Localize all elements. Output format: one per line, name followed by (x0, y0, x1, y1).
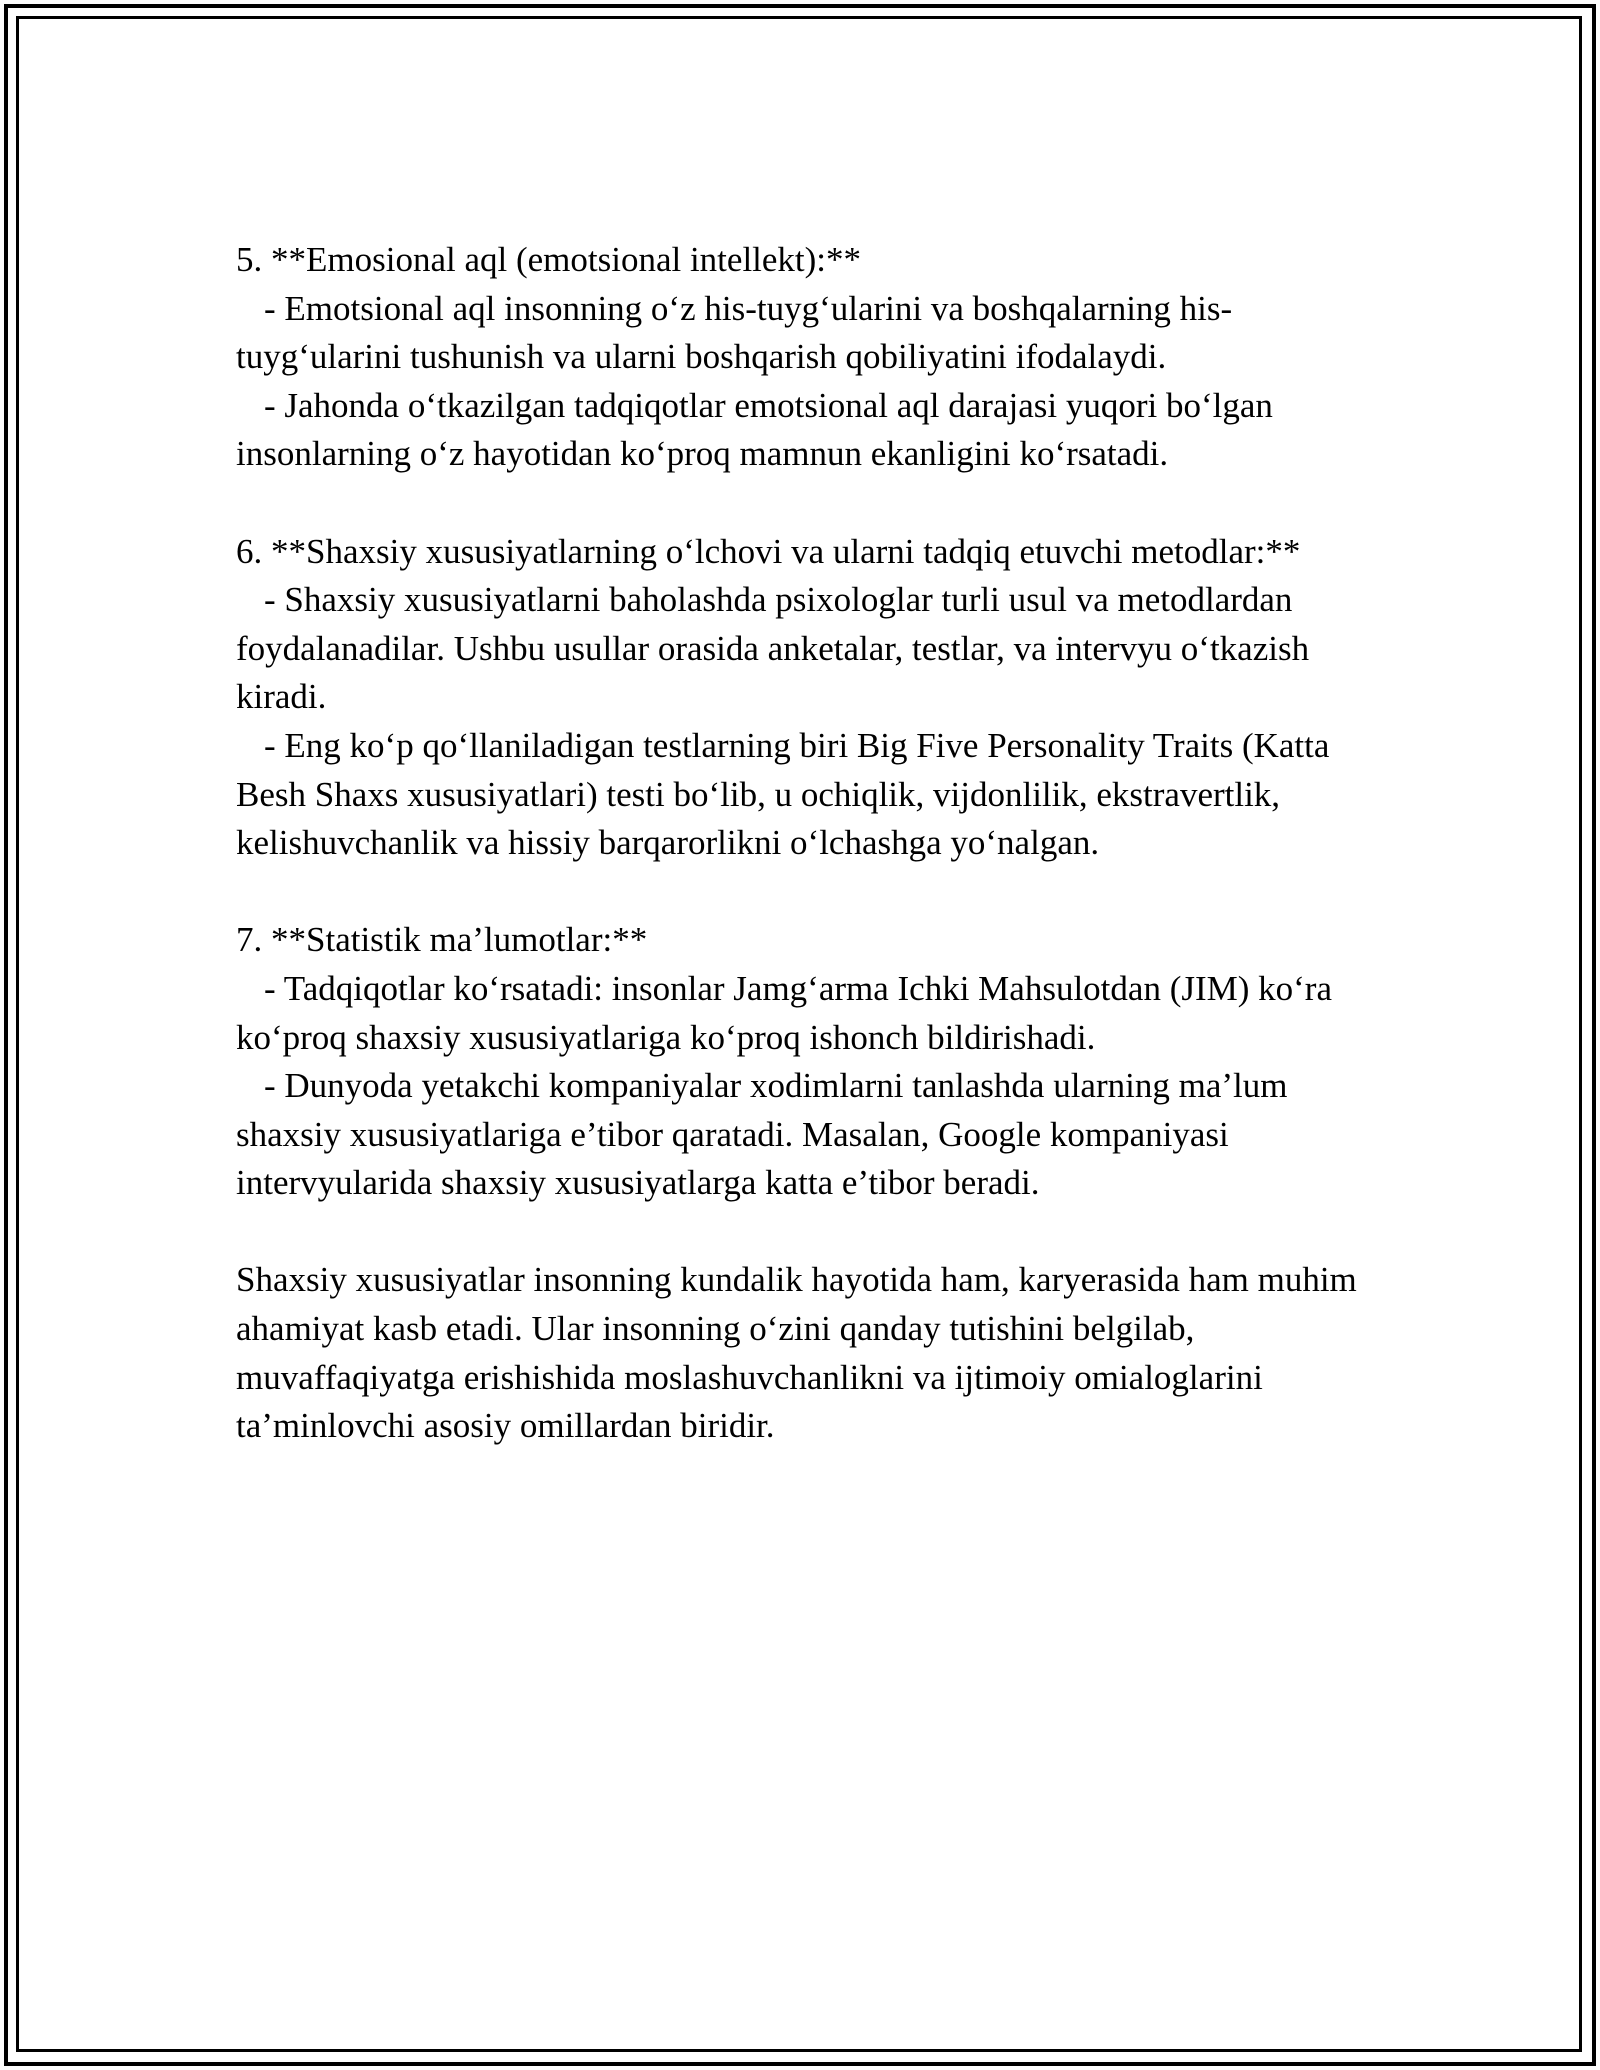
conclusion-paragraph: Shaxsiy xususiyatlar insonning kundalik hayotida ham, karyerasida ham muhim ahamiyat kasb etadi. Ular insonning o‘zini qanday tutishini belgilab, muvaffaqiyatga erishishida moslashuvchanlikni va ijtimoiy omialoglarini ta’minlovchi asosiy omillardan biridir. (236, 1260, 1366, 1446)
document-body (236, 236, 1386, 1451)
section-6-bullet-1: - Shaxsiy xususiyatlarni baholashda psixologlar turli usul va metodlardan foydalanadilar. Ushbu usullar orasida anketalar, testlar, va intervyu o‘tkazish kiradi. (236, 580, 1318, 717)
section-5-bullet-2: - Jahonda o‘tkazilgan tadqiqotlar emotsional aql darajasi yuqori bo‘lgan insonlarning o‘z hayotidan ko‘proq mamnun ekanligini ko‘rsatadi. (236, 385, 1282, 474)
spacer (236, 479, 1386, 528)
section-7-heading: 7. **Statistik ma’lumotlar:** (236, 920, 648, 960)
section-7-bullet-2: - Dunyoda yetakchi kompaniyalar xodimlarni tanlashda ularning ma’lum shaxsiy xususiyatlariga e’tibor qaratadi. Masalan, Google kompaniyasi intervyularida shaxsiy xususiyatlarga katta e’tibor beradi. (236, 1066, 1297, 1203)
spacer (236, 1208, 1386, 1257)
section-6-heading: 6. **Shaxsiy xususiyatlarning o‘lchovi va ularni tadqiq etuvchi metodlar:** (236, 531, 1301, 571)
section-5-bullet-1: - Emotsional aql insonning o‘z his-tuyg‘ularini va boshqalarning his-tuyg‘ularini tushunish va ularni boshqarish qobiliyatini ifodalaydi. (236, 288, 1233, 377)
spacer (236, 868, 1386, 917)
section-6-bullet-2: - Eng ko‘p qo‘llaniladigan testlarning biri Big Five Personality Traits (Katta Besh Shaxs xususiyatlari) testi bo‘lib, u ochiqlik, vijdonlilik, ekstravertlik, kelishuvchanlik va hissiy barqarorlikni o‘lchashga yo‘nalgan. (236, 725, 1339, 863)
section-5-heading: 5. **Emosional aql (emotsional intellekt):** (236, 240, 862, 279)
section-7-bullet-1: - Tadqiqotlar ko‘rsatadi: insonlar Jamg‘arma Ichki Mahsulotdan (JIM) ko‘ra ko‘proq shaxsiy xususiyatlariga ko‘proq ishonch bildirishadi. (236, 968, 1341, 1057)
